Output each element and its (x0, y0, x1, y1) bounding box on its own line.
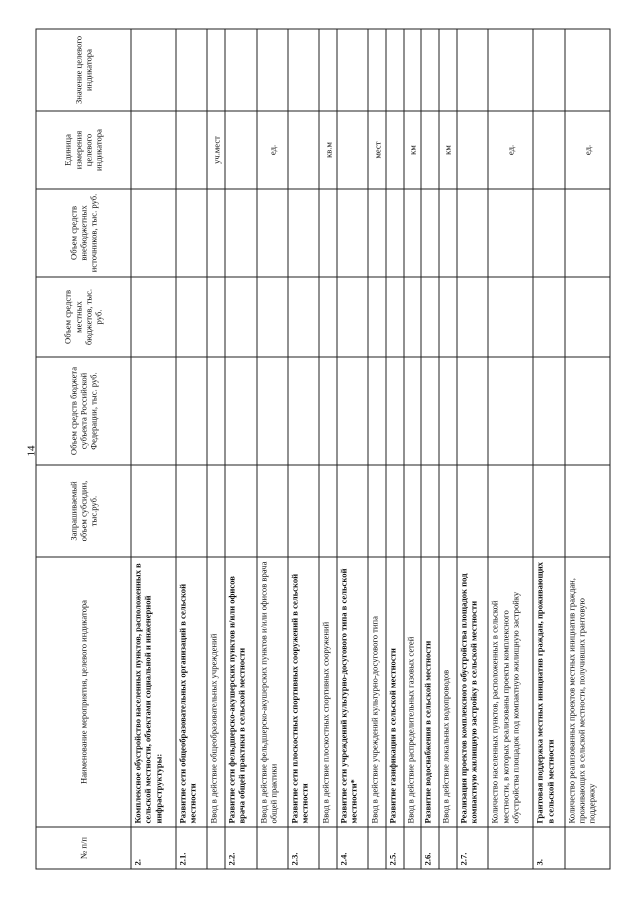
table-row (404, 29, 422, 869)
header-unit: Единица измерения целевого индикатора (36, 111, 131, 189)
cell-value (131, 29, 176, 111)
cell-subsidy (488, 465, 533, 557)
cell-regional-budget (207, 357, 225, 465)
header-extrabudgetary: Объем средств внебюджетных источников, тыс. руб. (36, 189, 131, 277)
cell-extrabudgetary (319, 189, 337, 277)
table-row (319, 29, 337, 869)
row-name: Развитие сети учреждений культурно-досугового типа в сельской местности* (337, 557, 368, 827)
row-unit: уч.мест (207, 111, 225, 189)
cell-extrabudgetary (565, 189, 610, 277)
header-subsidy: Запрашиваемый объем субсидии, тыс.руб. (36, 465, 131, 557)
cell-local-budget (225, 277, 256, 357)
cell-regional-budget (439, 357, 457, 465)
cell-value (533, 29, 564, 111)
cell-subsidy (404, 465, 422, 557)
cell-subsidy (207, 465, 225, 557)
cell-value (288, 29, 319, 111)
cell-extrabudgetary (439, 189, 457, 277)
row-unit: кв.м (319, 111, 337, 189)
header-name: Наименование мероприятия, целевого индикатора (36, 557, 131, 827)
row-number: 2.3. (288, 827, 319, 869)
cell-regional-budget (368, 357, 386, 465)
cell-value (439, 29, 457, 111)
cell-value (257, 29, 288, 111)
header-local-budget: Объем средств местных бюджетов, тыс. руб. (36, 277, 131, 357)
cell-local-budget (319, 277, 337, 357)
cell-subsidy (176, 465, 207, 557)
cell-extrabudgetary (337, 189, 368, 277)
cell-value (386, 29, 404, 111)
row-name: Развитие газификации в сельской местности (386, 557, 404, 827)
header-num: № п/п (36, 827, 131, 869)
table-row (288, 29, 319, 869)
row-unit: ед. (488, 111, 533, 189)
cell-regional-budget (257, 357, 288, 465)
row-number (368, 827, 386, 869)
header-regional-budget: Объем средств бюджета субъекта Российской Федерации, тыс. руб. (36, 357, 131, 465)
cell-subsidy (565, 465, 610, 557)
row-number: 2.6. (421, 827, 439, 869)
row-name: Развитие сети плоскостных спортивных сооружений в сельской местности (288, 557, 319, 827)
row-number: 2.4. (337, 827, 368, 869)
row-unit (533, 111, 564, 189)
row-unit: ед. (257, 111, 288, 189)
cell-regional-budget (176, 357, 207, 465)
row-name: Развитие водоснабжения в сельской местности (421, 557, 439, 827)
row-unit (337, 111, 368, 189)
cell-local-budget (131, 277, 176, 357)
cell-value (176, 29, 207, 111)
row-unit (421, 111, 439, 189)
table-row (257, 29, 288, 869)
cell-regional-budget (225, 357, 256, 465)
row-unit (288, 111, 319, 189)
row-name: Ввод в действие общеобразовательных учреждений (207, 557, 225, 827)
header-value: Значение целевого индикатора (36, 29, 131, 111)
cell-regional-budget (533, 357, 564, 465)
cell-regional-budget (131, 357, 176, 465)
row-name: Ввод в действие плоскостных спортивных сооружений (319, 557, 337, 827)
row-number: 2.7. (457, 827, 488, 869)
table-row (421, 29, 439, 869)
table-row (439, 29, 457, 869)
table-row (225, 29, 256, 869)
cell-regional-budget (457, 357, 488, 465)
cell-local-budget (176, 277, 207, 357)
row-name: Количество населенных пунктов, расположенных в сельской местности, в которых реализованы проекты комплексного обустройства площадок под компактную жилищную застройку (488, 557, 533, 827)
cell-subsidy (225, 465, 256, 557)
row-number (439, 827, 457, 869)
row-unit (176, 111, 207, 189)
cell-regional-budget (319, 357, 337, 465)
row-unit: ед. (565, 111, 610, 189)
page-number: 14 (25, 445, 38, 457)
cell-local-budget (439, 277, 457, 357)
cell-subsidy (319, 465, 337, 557)
row-name: Ввод в действие распределительных газовых сетей (404, 557, 422, 827)
cell-extrabudgetary (288, 189, 319, 277)
row-number (207, 827, 225, 869)
cell-value (565, 29, 610, 111)
cell-local-budget (207, 277, 225, 357)
cell-regional-budget (404, 357, 422, 465)
table-row (337, 29, 368, 869)
row-name: Количество реализованных проектов местных инициатив граждан, проживающих в сельской местности, получивших грантовую поддержку (565, 557, 610, 827)
indicator-table-container (36, 30, 611, 870)
cell-extrabudgetary (368, 189, 386, 277)
cell-extrabudgetary (488, 189, 533, 277)
row-name: Развитие сети фельдшерско-акушерских пунктов и/или офисов врача общей практики в сельской местности (225, 557, 256, 827)
table-row (565, 29, 610, 869)
cell-value (368, 29, 386, 111)
cell-subsidy (131, 465, 176, 557)
row-number: 2.2. (225, 827, 256, 869)
cell-extrabudgetary (404, 189, 422, 277)
cell-local-budget (457, 277, 488, 357)
table-row (386, 29, 404, 869)
row-number: 2.1. (176, 827, 207, 869)
row-name: Ввод в действие локальных водопроводов (439, 557, 457, 827)
cell-extrabudgetary (421, 189, 439, 277)
row-number (257, 827, 288, 869)
cell-extrabudgetary (386, 189, 404, 277)
table-row (368, 29, 386, 869)
table-row (533, 29, 564, 869)
row-number (319, 827, 337, 869)
row-unit (225, 111, 256, 189)
cell-subsidy (337, 465, 368, 557)
row-number: 3. (533, 827, 564, 869)
cell-subsidy (257, 465, 288, 557)
cell-regional-budget (288, 357, 319, 465)
table-row (457, 29, 488, 869)
row-unit: мест (368, 111, 386, 189)
table-row (488, 29, 533, 869)
cell-local-budget (368, 277, 386, 357)
cell-regional-budget (565, 357, 610, 465)
table-header-row (36, 29, 131, 869)
row-name: Реализация проектов комплексного обустройства площадок под компактную жилищную застройку в сельской местности (457, 557, 488, 827)
cell-extrabudgetary (457, 189, 488, 277)
cell-extrabudgetary (257, 189, 288, 277)
cell-value (421, 29, 439, 111)
cell-regional-budget (386, 357, 404, 465)
cell-subsidy (368, 465, 386, 557)
cell-extrabudgetary (225, 189, 256, 277)
row-number: 2.5. (386, 827, 404, 869)
table-row (131, 29, 176, 869)
row-name: Грантовая поддержка местных инициатив граждан, проживающих в сельской местности (533, 557, 564, 827)
cell-extrabudgetary (207, 189, 225, 277)
row-unit (457, 111, 488, 189)
row-unit: км (404, 111, 422, 189)
cell-subsidy (533, 465, 564, 557)
table-row (176, 29, 207, 869)
cell-regional-budget (488, 357, 533, 465)
cell-regional-budget (421, 357, 439, 465)
cell-value (488, 29, 533, 111)
row-name: Ввод в действие учреждений культурно-досугового типа (368, 557, 386, 827)
row-number (404, 827, 422, 869)
cell-regional-budget (337, 357, 368, 465)
cell-local-budget (386, 277, 404, 357)
cell-local-budget (533, 277, 564, 357)
cell-extrabudgetary (533, 189, 564, 277)
row-number (488, 827, 533, 869)
cell-value (457, 29, 488, 111)
row-number (565, 827, 610, 869)
cell-subsidy (386, 465, 404, 557)
cell-extrabudgetary (131, 189, 176, 277)
row-name: Развитие сети общеобразовательных организаций в сельской местности (176, 557, 207, 827)
cell-local-budget (488, 277, 533, 357)
cell-value (225, 29, 256, 111)
row-unit (386, 111, 404, 189)
cell-subsidy (421, 465, 439, 557)
cell-value (319, 29, 337, 111)
cell-subsidy (439, 465, 457, 557)
cell-local-budget (288, 277, 319, 357)
cell-local-budget (421, 277, 439, 357)
indicator-table (36, 29, 611, 870)
table-body (131, 29, 610, 869)
row-unit: км (439, 111, 457, 189)
cell-local-budget (337, 277, 368, 357)
cell-extrabudgetary (176, 189, 207, 277)
cell-subsidy (288, 465, 319, 557)
cell-value (337, 29, 368, 111)
row-number: 2. (131, 827, 176, 869)
table-row (207, 29, 225, 869)
cell-local-budget (404, 277, 422, 357)
row-name: Комплексное обустройство населенных пунктов, расположенных в сельской местности, объектами социальной и инженерной инфраструктуры: (131, 557, 176, 827)
row-unit (131, 111, 176, 189)
cell-local-budget (257, 277, 288, 357)
cell-value (207, 29, 225, 111)
cell-local-budget (565, 277, 610, 357)
row-name: Ввод в действие фельдшерско-акушерских пунктов и/или офисов врача общей практики (257, 557, 288, 827)
cell-subsidy (457, 465, 488, 557)
cell-value (404, 29, 422, 111)
